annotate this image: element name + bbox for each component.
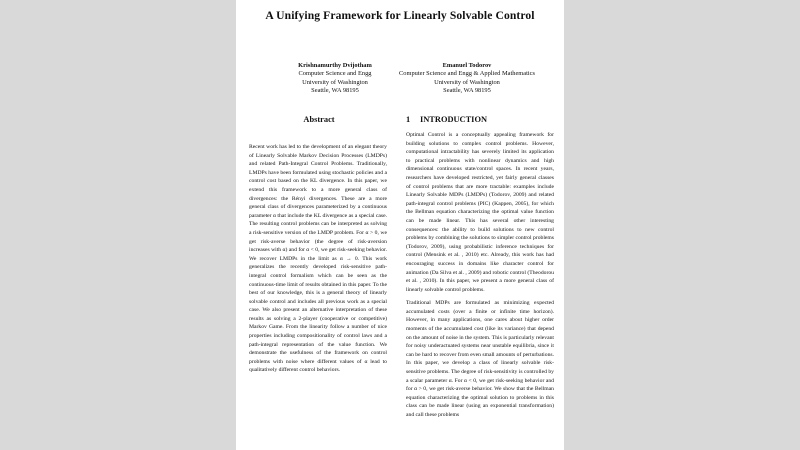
author-block-1: [280, 62, 390, 95]
author-address: Seattle, WA 98195: [443, 86, 491, 94]
introduction-heading: [406, 115, 556, 124]
paper-page: [236, 0, 564, 450]
author-address: Seattle, WA 98195: [311, 86, 359, 94]
introduction-paragraph-1: Optimal Control is a conceptually appealing framework for building solutions to complex control problems. However, computational intractability has severely limited its application to practical problems with nonlinear dynamics and high dimensional continuous state/control spaces. In recent years, researchers have developed restricted, yet fairly general classes of control problems that are more tractable: examples include Linearly Solvable MDPs (LMDPs) (Todorov, 2009) and related path-integral control problems (PIC) (Kappen, 2005), for which the Bellman equation characterizing the optimal value function can be made linear. This has several other interesting consequences: the ability to build solutions to new control problems by combining the solutions to simpler control problems (Todorov, 2009), using probabilistic inference techniques for control (Mensink et al. , 2010) etc. Already, this work has had encouraging success in domains like character control for animation (Da Silva et al. , 2009) and robotic control (Theodorou et al. , 2010). In this paper, we present a more general class of linearly solvable control problems.: [406, 132, 554, 293]
abstract-column: [249, 143, 387, 375]
abstract-text: Recent work has led to the development of an elegant theory of Linearly Solvable Markov Decision Processes (LMDPs) and related Path-Integral Control Problems. Traditionally, LMDPs have been formulated using stochastic policies and a control cost based on the KL divergence. In this paper, we extend this framework to a more general class of divergences: the Rényi divergences. These are a more general class of divergences parameterized by a continuous parameter α that include the KL divergence as a special case. The resulting control problems can be interpreted as solving a risk-sensitive version of the LMDP problem. For α > 0, we get risk-averse behavior (the degree of risk-aversion increases with α) and for α < 0, we get risk-seeking behavior. We recover LMDPs in the limit as α → 0. This work generalizes the recently developed risk-sensitive path-integral control formalism which can be seen as the continuous-time limit of results obtained in this paper. To the best of our knowledge, this is a general theory of linearly solvable control and includes all previous work as a special case. We also present an alternative interpretation of these results as solving a 2-player (cooperative or competitive) Markov Game. From the linearity follow a number of nice properties including compositionality of control laws and a path-integral representation of the value function. We demonstrate the usefulness of the framework on control problems with noise where different values of α lead to qualitatively different control behaviors.: [249, 144, 388, 374]
author-name: Krishnamurthy Dvijotham: [298, 62, 372, 69]
author-university: University of Washington: [302, 78, 368, 86]
section-number: 1: [406, 115, 411, 124]
author-name: Emanuel Todorov: [442, 62, 492, 69]
abstract-heading: Abstract: [303, 115, 335, 124]
author-department: Computer Science and Engg: [298, 70, 372, 78]
author-block-2: [386, 62, 548, 95]
section-title: INTRODUCTION: [420, 115, 488, 124]
introduction-column: [406, 131, 554, 420]
introduction-paragraph-2: Traditional MDPs are formulated as minimizing expected accumulated costs (over a finite or infinite time horizon). However, in many applications, one cares about higher order moments of the accumulated cost (like its variance) that depend on the amount of noise in the system. This is particularly relevant for noisy underactuated systems near unstable equilibria, since it can be hard to recover from even small amounts of perturbations. In this paper, we develop a class of linearly solvable risk-sensitive problems. The degree of risk-sensitivity is controlled by a scalar parameter α. For α < 0, we get risk-seeking behavior and for α > 0, we get risk-averse behavior. We show that the Bellman equation characterizing the optimal solution to problems in this class can be made linear (using an exponential transformation) and call these problems: [406, 300, 554, 418]
author-university: University of Washington: [434, 78, 500, 86]
author-department: Computer Science and Engg & Applied Mathematics: [399, 70, 535, 78]
paper-title: A Unifying Framework for Linearly Solvable Control: [265, 9, 535, 22]
